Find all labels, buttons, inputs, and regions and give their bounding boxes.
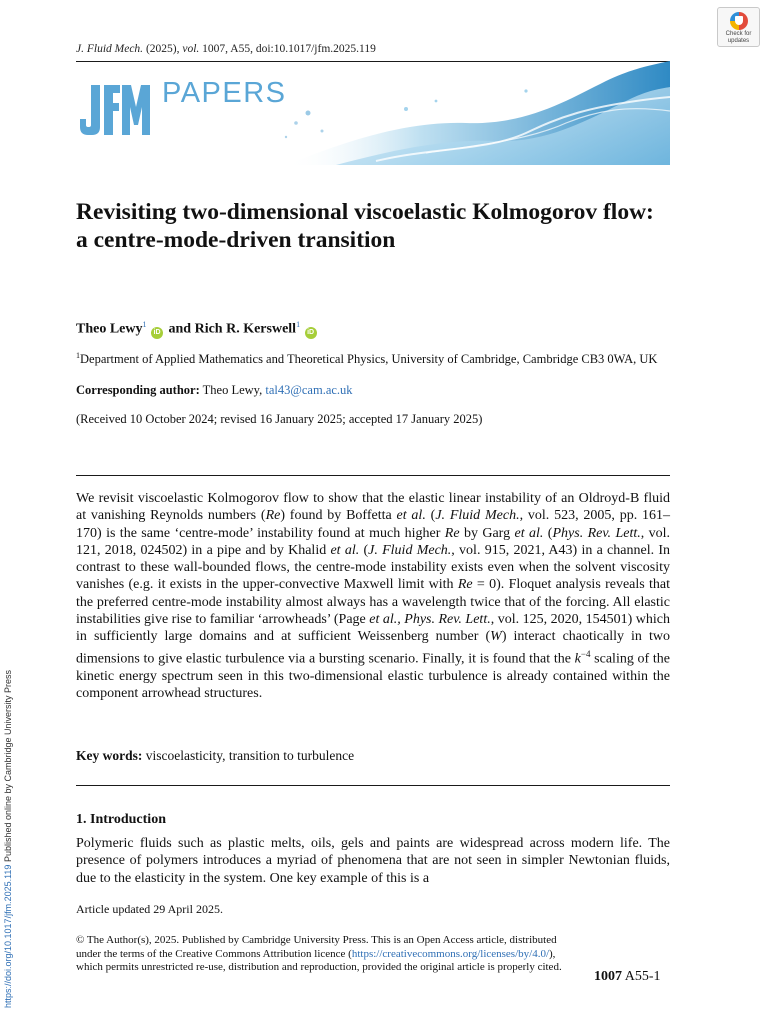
journal-name: J. Fluid Mech. [76, 43, 144, 55]
corresponding-label: Corresponding author: [76, 383, 200, 397]
journal-year: (2025), [145, 43, 180, 55]
article-page: A55-1 [624, 969, 661, 984]
corresponding-name: Theo Lewy, [202, 383, 263, 397]
author-name: Theo Lewy [76, 321, 143, 337]
check-for-updates-button[interactable] [717, 7, 760, 47]
crossmark-icon [730, 12, 748, 30]
jfm-logo [76, 79, 152, 141]
affiliation [76, 348, 670, 367]
divider [76, 475, 670, 476]
journal-banner [76, 61, 670, 165]
check-updates-line2: updates [727, 37, 750, 44]
orcid-icon[interactable]: iD [305, 327, 317, 339]
journal-vol-label: vol. [182, 43, 200, 55]
corresponding-author [76, 383, 353, 398]
wave-graphic [226, 61, 670, 165]
page-number [594, 969, 661, 985]
article-updated-note: Article updated 29 April 2025. [76, 902, 223, 916]
orcid-icon[interactable]: iD [151, 327, 163, 339]
received-dates: (Received 10 October 2024; revised 16 January 2025; accepted 17 January 2025) [76, 412, 483, 426]
journal-doi: 1007, A55, doi:10.1017/jfm.2025.119 [202, 43, 376, 55]
keywords [76, 748, 354, 764]
affiliation-marker[interactable]: 1 [142, 320, 147, 329]
license-notice: © The Author(s), 2025. Published by Cambridge University Press. This is an Open Access article, distributed under the terms of the Creative Commons Attribution licence (https://creativecommons.org/licenses/by/4.0/), which permits unrestricted re-use, distribution and reproduction, provided the original article is properly cited. [76, 934, 562, 973]
author-name: Rich R. Kerswell [194, 321, 297, 337]
keywords-label: Key words: [76, 748, 143, 763]
section-label: PAPERS [162, 77, 287, 109]
abstract: We revisit viscoelastic Kolmogorov flow to show that the elastic linear instability of an Oldroyd-B fluid at vanishing Reynolds numbers (Re) found by Boffetta et al. (J. Fluid Mech., vol. 523, 2005, pp. 161–170) is the same ‘centre-mode’ instability found at much higher Re by Garg et al. (Phys. Rev. Lett., vol. 121, 2018, 024502) in a pipe and by Khalid et al. (J. Fluid Mech., vol. 915, 2021, A43) in a channel. In contrast to these wall-bounded flows, the centre-mode instability exists even when the solvent viscosity vanishes (e.g. it exists in the upper-convective Maxwell limit with Re = 0). Floquet analysis reveals that the preferred centre-mode instability almost always has a wavelength twice that of the forcing. All elastic instabilities give rise to familiar ‘arrowheads’ (Page et al., Phys. Rev. Lett., vol. 125, 2020, 154501) which in sufficiently large domains and at sufficient Weissenberg number (W) interact chaotically in two dimensions to give elastic turbulence via a bursting scenario. Finally, it is found that the $k^{-4}$ scaling of the kinetic energy spectrum seen in this two-dimensional elastic turbulence is already contained within the component arrowhead structures. [76, 491, 671, 701]
doi-link[interactable]: https://doi.org/10.1017/jfm.2025.119 [3, 864, 13, 1008]
journal-reference [76, 43, 376, 55]
affiliation-number: 1 [76, 351, 80, 360]
keywords-text: viscoelasticity, transition to turbulence [145, 748, 355, 763]
author-list [76, 320, 319, 339]
section-heading: 1. Introduction [76, 812, 166, 827]
volume-number: 1007 [594, 969, 622, 984]
divider [76, 785, 670, 786]
license-link[interactable]: https://creativecommons.org/licenses/by/4.0/ [351, 947, 550, 960]
affiliation-marker[interactable]: 1 [296, 320, 301, 329]
check-updates-line1: Check for [725, 31, 752, 37]
affiliation-text: Department of Applied Mathematics and Theoretical Physics, University of Cambridge, Cambridge CB3 0WA, UK [80, 352, 658, 367]
article-title: Revisiting two-dimensional viscoelastic Kolmogorov flow: a centre-mode-driven transition [76, 199, 654, 253]
side-doi-note: https://doi.org/10.1017/jfm.2025.119 Published online by Cambridge University Press [3, 669, 13, 1008]
introduction-paragraph: Polymeric fluids such as plastic melts, oils, gels and paints are widespread across modern life. The presence of polymers introduces a myriad of phenomena that are not seen in simpler Newtonian fluids, due to the elasticity in the system. One key example of this is a [76, 836, 670, 886]
email-link[interactable]: tal43@cam.ac.uk [265, 383, 353, 397]
author-connector: and [168, 321, 192, 337]
